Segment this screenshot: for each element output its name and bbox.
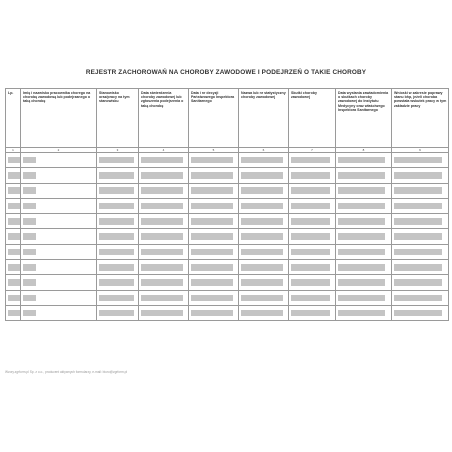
footer-note: Wzory.zgrform.pl Sp. z o.o., producent aktywnych formularzy, e-mail: biuro@zgrform.pl — [5, 370, 128, 374]
entry-field[interactable] — [191, 218, 233, 225]
entry-field[interactable] — [141, 187, 183, 194]
entry-cell[interactable] — [139, 260, 189, 275]
entry-field[interactable] — [394, 172, 442, 179]
entry-cell[interactable] — [392, 305, 449, 320]
entry-cell[interactable] — [336, 153, 392, 168]
entry-field[interactable] — [23, 279, 36, 286]
entry-field[interactable] — [8, 187, 20, 194]
entry-cell[interactable] — [6, 290, 21, 305]
entry-cell[interactable] — [239, 244, 289, 259]
entry-cell[interactable] — [239, 168, 289, 183]
table-row — [6, 198, 449, 213]
entry-cell[interactable] — [6, 183, 21, 198]
entry-cell[interactable] — [336, 275, 392, 290]
entry-field[interactable] — [191, 264, 233, 271]
entry-field[interactable] — [291, 203, 330, 210]
entry-field[interactable] — [338, 264, 385, 271]
entry-cell[interactable] — [6, 214, 21, 229]
entry-cell[interactable] — [21, 244, 97, 259]
entry-cell[interactable] — [139, 244, 189, 259]
entry-cell[interactable] — [139, 275, 189, 290]
table-row — [6, 153, 449, 168]
entry-field[interactable] — [291, 233, 330, 240]
entry-field[interactable] — [338, 172, 385, 179]
entry-field[interactable] — [338, 203, 385, 210]
entry-field[interactable] — [141, 249, 183, 256]
entry-cell[interactable] — [289, 168, 336, 183]
entry-cell[interactable] — [289, 153, 336, 168]
entry-cell[interactable] — [336, 229, 392, 244]
entry-field[interactable] — [8, 172, 20, 179]
entry-field[interactable] — [23, 249, 36, 256]
entry-cell[interactable] — [139, 305, 189, 320]
header-position: Stanowisko oraz/pracy na tym stanowisku — [97, 89, 139, 148]
entry-field[interactable] — [191, 249, 233, 256]
entry-field[interactable] — [23, 172, 36, 179]
entry-cell[interactable] — [139, 153, 189, 168]
entry-field[interactable] — [191, 187, 233, 194]
entry-cell[interactable] — [392, 214, 449, 229]
entry-cell[interactable] — [97, 275, 139, 290]
entry-cell[interactable] — [139, 229, 189, 244]
entry-cell[interactable] — [392, 153, 449, 168]
entry-cell[interactable] — [139, 183, 189, 198]
entry-cell[interactable] — [97, 198, 139, 213]
entry-cell[interactable] — [239, 229, 289, 244]
entry-cell[interactable] — [21, 229, 97, 244]
entry-field[interactable] — [141, 233, 183, 240]
column-number: 1 — [6, 147, 21, 153]
entry-field[interactable] — [99, 157, 134, 164]
entry-cell[interactable] — [392, 168, 449, 183]
header-conclusions: Wnioski w zakresie poprawy stanu bhp, jeżeli choroba powstała wskutek pracy w tym zakładzie pracy — [392, 89, 449, 148]
entry-cell[interactable] — [336, 305, 392, 320]
entry-cell[interactable] — [139, 214, 189, 229]
entry-cell[interactable] — [289, 275, 336, 290]
entry-cell[interactable] — [97, 290, 139, 305]
entry-field[interactable] — [291, 187, 330, 194]
entry-field[interactable] — [241, 295, 283, 302]
entry-cell[interactable] — [289, 260, 336, 275]
entry-field[interactable] — [338, 187, 385, 194]
header-disease-name: Nazwa lub nr statystyczny choroby zawodowej — [239, 89, 289, 148]
entry-cell[interactable] — [289, 229, 336, 244]
entry-cell[interactable] — [189, 198, 239, 213]
entry-cell[interactable] — [189, 260, 239, 275]
entry-field[interactable] — [394, 157, 442, 164]
entry-cell[interactable] — [189, 244, 239, 259]
entry-cell[interactable] — [6, 168, 21, 183]
header-notification-date: Data wysłania zawiadomienia o skutkach choroby zawodowej do Instytutu Medycyny oraz właściwego Inspektora Sanitarnego — [336, 89, 392, 148]
entry-cell[interactable] — [289, 305, 336, 320]
entry-field[interactable] — [394, 264, 442, 271]
entry-cell[interactable] — [392, 198, 449, 213]
entry-cell[interactable] — [189, 290, 239, 305]
entry-field[interactable] — [338, 157, 385, 164]
entry-cell[interactable] — [189, 168, 239, 183]
entry-cell[interactable] — [6, 153, 21, 168]
entry-cell[interactable] — [189, 183, 239, 198]
entry-cell[interactable] — [289, 290, 336, 305]
entry-field[interactable] — [394, 249, 442, 256]
entry-field[interactable] — [8, 279, 20, 286]
header-effects: Skutki choroby zawodowej — [289, 89, 336, 148]
entry-cell[interactable] — [239, 290, 289, 305]
entry-field[interactable] — [141, 310, 183, 317]
column-number: 4 — [139, 147, 189, 153]
entry-cell[interactable] — [21, 305, 97, 320]
entry-cell[interactable] — [239, 275, 289, 290]
entry-field[interactable] — [394, 279, 442, 286]
table-row — [6, 244, 449, 259]
entry-cell[interactable] — [6, 305, 21, 320]
entry-cell[interactable] — [97, 229, 139, 244]
column-number: 5 — [189, 147, 239, 153]
entry-field[interactable] — [99, 233, 134, 240]
entry-cell[interactable] — [189, 275, 239, 290]
entry-field[interactable] — [241, 203, 283, 210]
entry-cell[interactable] — [189, 214, 239, 229]
entry-field[interactable] — [141, 203, 183, 210]
entry-field[interactable] — [191, 203, 233, 210]
table-row — [6, 214, 449, 229]
entry-cell[interactable] — [97, 153, 139, 168]
entry-cell[interactable] — [239, 260, 289, 275]
page-title: REJESTR ZACHOROWAŃ NA CHOROBY ZAWODOWE I PODEJRZEŃ O TAKIE CHOROBY — [85, 69, 367, 76]
entry-field[interactable] — [23, 233, 36, 240]
entry-field[interactable] — [141, 264, 183, 271]
entry-field[interactable] — [394, 187, 442, 194]
entry-field[interactable] — [141, 157, 183, 164]
entry-cell[interactable] — [336, 168, 392, 183]
entry-cell[interactable] — [392, 275, 449, 290]
entry-cell[interactable] — [21, 198, 97, 213]
entry-field[interactable] — [23, 310, 36, 317]
entry-field[interactable] — [291, 157, 330, 164]
entry-field[interactable] — [141, 172, 183, 179]
entry-cell[interactable] — [21, 290, 97, 305]
header-decision: Data i nr decyzji Państwowego Inspektora Sanitarnego — [189, 89, 239, 148]
entry-field[interactable] — [99, 264, 134, 271]
entry-cell[interactable] — [97, 214, 139, 229]
register-rows — [6, 153, 449, 321]
entry-field[interactable] — [291, 310, 330, 317]
entry-field[interactable] — [338, 295, 385, 302]
entry-field[interactable] — [23, 203, 36, 210]
entry-field[interactable] — [8, 218, 20, 225]
table-row — [6, 168, 449, 183]
entry-field[interactable] — [8, 249, 20, 256]
entry-field[interactable] — [291, 264, 330, 271]
entry-field[interactable] — [241, 233, 283, 240]
entry-field[interactable] — [394, 233, 442, 240]
entry-field[interactable] — [191, 279, 233, 286]
entry-cell[interactable] — [239, 153, 289, 168]
entry-field[interactable] — [291, 249, 330, 256]
entry-cell[interactable] — [336, 198, 392, 213]
entry-field[interactable] — [8, 233, 20, 240]
entry-field[interactable] — [8, 157, 20, 164]
entry-cell[interactable] — [336, 260, 392, 275]
entry-field[interactable] — [338, 233, 385, 240]
table-row — [6, 183, 449, 198]
entry-cell[interactable] — [289, 198, 336, 213]
entry-field[interactable] — [241, 157, 283, 164]
entry-field[interactable] — [141, 279, 183, 286]
entry-field[interactable] — [291, 172, 330, 179]
entry-cell[interactable] — [21, 214, 97, 229]
entry-field[interactable] — [241, 310, 283, 317]
entry-cell[interactable] — [21, 275, 97, 290]
entry-cell[interactable] — [289, 244, 336, 259]
entry-cell[interactable] — [239, 305, 289, 320]
entry-field[interactable] — [338, 279, 385, 286]
table-row — [6, 290, 449, 305]
entry-field[interactable] — [394, 310, 442, 317]
entry-cell[interactable] — [139, 290, 189, 305]
column-number: 8 — [336, 147, 392, 153]
entry-field[interactable] — [8, 264, 20, 271]
entry-field[interactable] — [191, 310, 233, 317]
entry-cell[interactable] — [6, 198, 21, 213]
table-row — [6, 229, 449, 244]
entry-cell[interactable] — [6, 244, 21, 259]
entry-cell[interactable] — [21, 183, 97, 198]
entry-cell[interactable] — [289, 183, 336, 198]
entry-cell[interactable] — [97, 183, 139, 198]
entry-cell[interactable] — [6, 229, 21, 244]
entry-cell[interactable] — [336, 244, 392, 259]
column-number: 2 — [21, 147, 97, 153]
entry-cell[interactable] — [392, 183, 449, 198]
entry-cell[interactable] — [97, 244, 139, 259]
column-number: 7 — [289, 147, 336, 153]
entry-cell[interactable] — [6, 260, 21, 275]
entry-field[interactable] — [8, 203, 20, 210]
entry-field[interactable] — [99, 279, 134, 286]
entry-field[interactable] — [191, 295, 233, 302]
entry-cell[interactable] — [139, 168, 189, 183]
column-number: 3 — [97, 147, 139, 153]
entry-field[interactable] — [23, 295, 36, 302]
table-row — [6, 260, 449, 275]
entry-cell[interactable] — [392, 244, 449, 259]
entry-field[interactable] — [141, 218, 183, 225]
entry-cell[interactable] — [21, 260, 97, 275]
entry-field[interactable] — [291, 279, 330, 286]
entry-cell[interactable] — [336, 290, 392, 305]
entry-field[interactable] — [8, 295, 20, 302]
entry-cell[interactable] — [97, 260, 139, 275]
entry-cell[interactable] — [336, 183, 392, 198]
entry-cell[interactable] — [289, 214, 336, 229]
table-row — [6, 305, 449, 320]
entry-field[interactable] — [23, 157, 36, 164]
entry-cell[interactable] — [21, 168, 97, 183]
entry-field[interactable] — [394, 203, 442, 210]
entry-cell[interactable] — [189, 153, 239, 168]
entry-cell[interactable] — [392, 290, 449, 305]
entry-field[interactable] — [191, 157, 233, 164]
entry-cell[interactable] — [6, 275, 21, 290]
entry-field[interactable] — [241, 218, 283, 225]
entry-field[interactable] — [291, 295, 330, 302]
entry-field[interactable] — [99, 187, 134, 194]
entry-field[interactable] — [191, 172, 233, 179]
entry-field[interactable] — [8, 310, 20, 317]
entry-cell[interactable] — [189, 305, 239, 320]
header-date-diagnosis: Data stwierdzenia choroby zawodowej lub zgłoszenia podejrzenia o taką chorobę — [139, 89, 189, 148]
entry-field[interactable] — [99, 218, 134, 225]
entry-field[interactable] — [23, 218, 36, 225]
entry-field[interactable] — [241, 172, 283, 179]
header-row — [6, 89, 449, 148]
entry-field[interactable] — [99, 172, 134, 179]
entry-cell[interactable] — [239, 198, 289, 213]
entry-field[interactable] — [338, 310, 385, 317]
entry-field[interactable] — [338, 249, 385, 256]
entry-field[interactable] — [23, 187, 36, 194]
entry-field[interactable] — [141, 295, 183, 302]
entry-field[interactable] — [23, 264, 36, 271]
header-lp: Lp. — [6, 89, 21, 148]
entry-field[interactable] — [191, 233, 233, 240]
entry-field[interactable] — [394, 218, 442, 225]
register-table — [5, 88, 449, 321]
entry-field[interactable] — [99, 203, 134, 210]
entry-cell[interactable] — [97, 305, 139, 320]
entry-cell[interactable] — [239, 183, 289, 198]
table-row — [6, 275, 449, 290]
entry-cell[interactable] — [392, 260, 449, 275]
entry-cell[interactable] — [21, 153, 97, 168]
column-number: 6 — [239, 147, 289, 153]
column-number: 9 — [392, 147, 449, 153]
entry-field[interactable] — [99, 310, 134, 317]
entry-field[interactable] — [241, 264, 283, 271]
entry-cell[interactable] — [239, 214, 289, 229]
entry-cell[interactable] — [336, 214, 392, 229]
entry-cell[interactable] — [392, 229, 449, 244]
entry-field[interactable] — [241, 279, 283, 286]
entry-field[interactable] — [291, 218, 330, 225]
entry-cell[interactable] — [139, 198, 189, 213]
entry-field[interactable] — [338, 218, 385, 225]
entry-cell[interactable] — [189, 229, 239, 244]
entry-cell[interactable] — [97, 168, 139, 183]
entry-field[interactable] — [99, 295, 134, 302]
entry-field[interactable] — [241, 249, 283, 256]
entry-field[interactable] — [394, 295, 442, 302]
entry-field[interactable] — [241, 187, 283, 194]
entry-field[interactable] — [99, 249, 134, 256]
header-name: Imię i nazwisko pracownika chorego na chorobę zawodową lub podejrzanego o taką chorobę — [21, 89, 97, 148]
